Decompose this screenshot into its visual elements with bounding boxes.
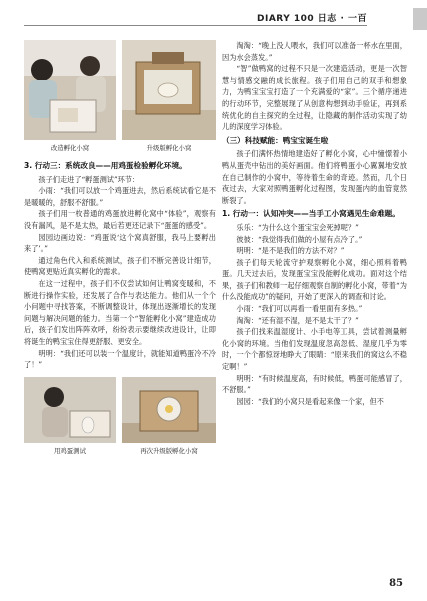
paragraph: “智”做鸭窝的过程不只是一次建造活动，更是一次智慧与情感交融的成长旅程。孩子们用自己的双手和想象力，为鸭宝宝宝打造了一个充满爱的“家”。三个循序递进的行动环节，完整展现了从创意构想到动手验证，再到系统优化的自主探究的全过程，让隐藏的制作活动实现了幼儿的深度学习体验。 — [222, 64, 407, 132]
paragraph: 孩子们用一枚普通的鸡蛋放进孵化窝中“体验”，观察有没有漏风，是不是太热，最后若更还记录下“蛋蛋的感受”。 — [24, 209, 216, 230]
dialogue-line: 园园边画边说：“鸡蛋说‘这个窝真舒服，我马上要孵出来了’。” — [24, 232, 216, 254]
dialogue-line: 明明：“我们还可以装一个温度计，就能知道鸭蛋冷不冷了！” — [24, 348, 216, 370]
photo-upgraded-again-nest — [122, 377, 216, 443]
caption-modified-nest: 改造孵化小窝 — [50, 144, 90, 152]
page-header — [0, 0, 427, 30]
dialogue-line: 小雨：“我们可以再看一看里面有多热。” — [236, 304, 363, 314]
dialogue-line: 乐乐：“为什么这个蛋宝宝会死掉呢？” — [236, 222, 359, 232]
section-heading-action1: 1. 行动一：认知冲突——当手工小窝遇见生命难题。 — [222, 209, 400, 219]
magazine-title: DIARY 100 日志 · 一百 — [257, 14, 367, 24]
right-column — [222, 40, 407, 407]
dialogue-line: 小雨：“我们可以放一个鸡蛋进去，然后系统试看它是不是暖暖的，舒服不舒服。” — [24, 186, 216, 207]
photo-upgraded-nest — [122, 40, 216, 140]
caption-upgraded-nest: 升级版孵化小窝 — [146, 144, 192, 152]
photo-row-bottom — [24, 377, 216, 457]
paragraph: 孩子们找来温湿度计、小手电等工具，尝试着测量孵化小窝的环境。当他们发现温度忽高忽低、湿度几乎为零时，一个个都惊讶地睁大了眼睛：“原来我们的窝这么不稳定啊！” — [222, 327, 407, 372]
dialogue-line: 明明：“是不是我们的方法不对？” — [236, 246, 345, 256]
photo-children-building-nest — [24, 40, 116, 140]
paragraph: 孩子们满怀热情地建造好了孵化小窝，心中憧憬着小鸭从蛋壳中钻出的美好画面。他们将鸭蛋小心翼翼地安放在自己制作的小窝中，等待着生命的奇迹。然而，几个日夜过去，大家对照鸭蛋孵化过程图，发现蛋内的血管竟然断裂了。 — [222, 149, 407, 205]
page-edge-tab — [413, 8, 427, 30]
dialogue-line: 彼彼：“我觉得我们做的小屋有点冷了。” — [236, 234, 363, 244]
paragraph: 孩子们每天轮流守护观察孵化小窝，细心照料着鸭蛋。几天过去后，发现蛋宝宝没能孵化成功。面对这个结果，孩子们和教师一起仔细观察自制的孵化小窝，带着“为什么没能成功”的疑问，开始了更深入的调查和讨论。 — [222, 257, 407, 302]
dialogue-line: 明明：“有时候温度高，有时候低，鸭蛋可能感冒了，不舒服。” — [222, 373, 407, 395]
caption-egg-test: 用鸡蛋测试 — [54, 446, 86, 455]
photo-egg-test — [24, 377, 116, 443]
photo-row-top — [24, 40, 216, 158]
dialogue-line: 淘淘：“晚上没人喂水，我们可以准备一杯水在里面，因为水会蒸发。” — [222, 41, 407, 62]
paragraph: 在这一过程中，孩子们不仅尝试如何让鸭窝变暖和，不断进行操作实验，还发展了合作与表达能力。他们从一个个小问题中寻找答案，不断调整设计，体现出逐渐增长的发现问题与解决问题的能力。当第一个“智能孵化小窝”建造成功后，孩子们发出阵阵欢呼，纷纷表示要继续改进设计，让即将诞生的鸭宝宝住得更舒服、更安全。 — [24, 278, 216, 346]
section-heading-sub3: （三）科技赋能：鸭宝宝诞生啦 — [222, 135, 329, 145]
section-heading-action3: 3. 行动三：系统改良——用鸡蛋检验孵化环境。 — [24, 161, 187, 170]
page-number: 85 — [389, 578, 403, 589]
dialogue-line: 园园：“我们的小窝只是看起来像一个家，但不 — [236, 396, 384, 406]
left-column — [24, 40, 216, 459]
caption-upgraded-again-nest: 再次升级版孵化小窝 — [140, 446, 198, 455]
header-rule — [24, 25, 367, 26]
paragraph: 通过角色代入和系统测试，孩子们不断完善设计细节，使鸭窝更贴近真实孵化的需求。 — [24, 255, 216, 277]
dialogue-line: 淘淘：“还有湿不湿，是不是太干了？” — [236, 315, 359, 325]
paragraph: 孩子们走进了“孵蛋测试”环节： — [38, 174, 140, 184]
